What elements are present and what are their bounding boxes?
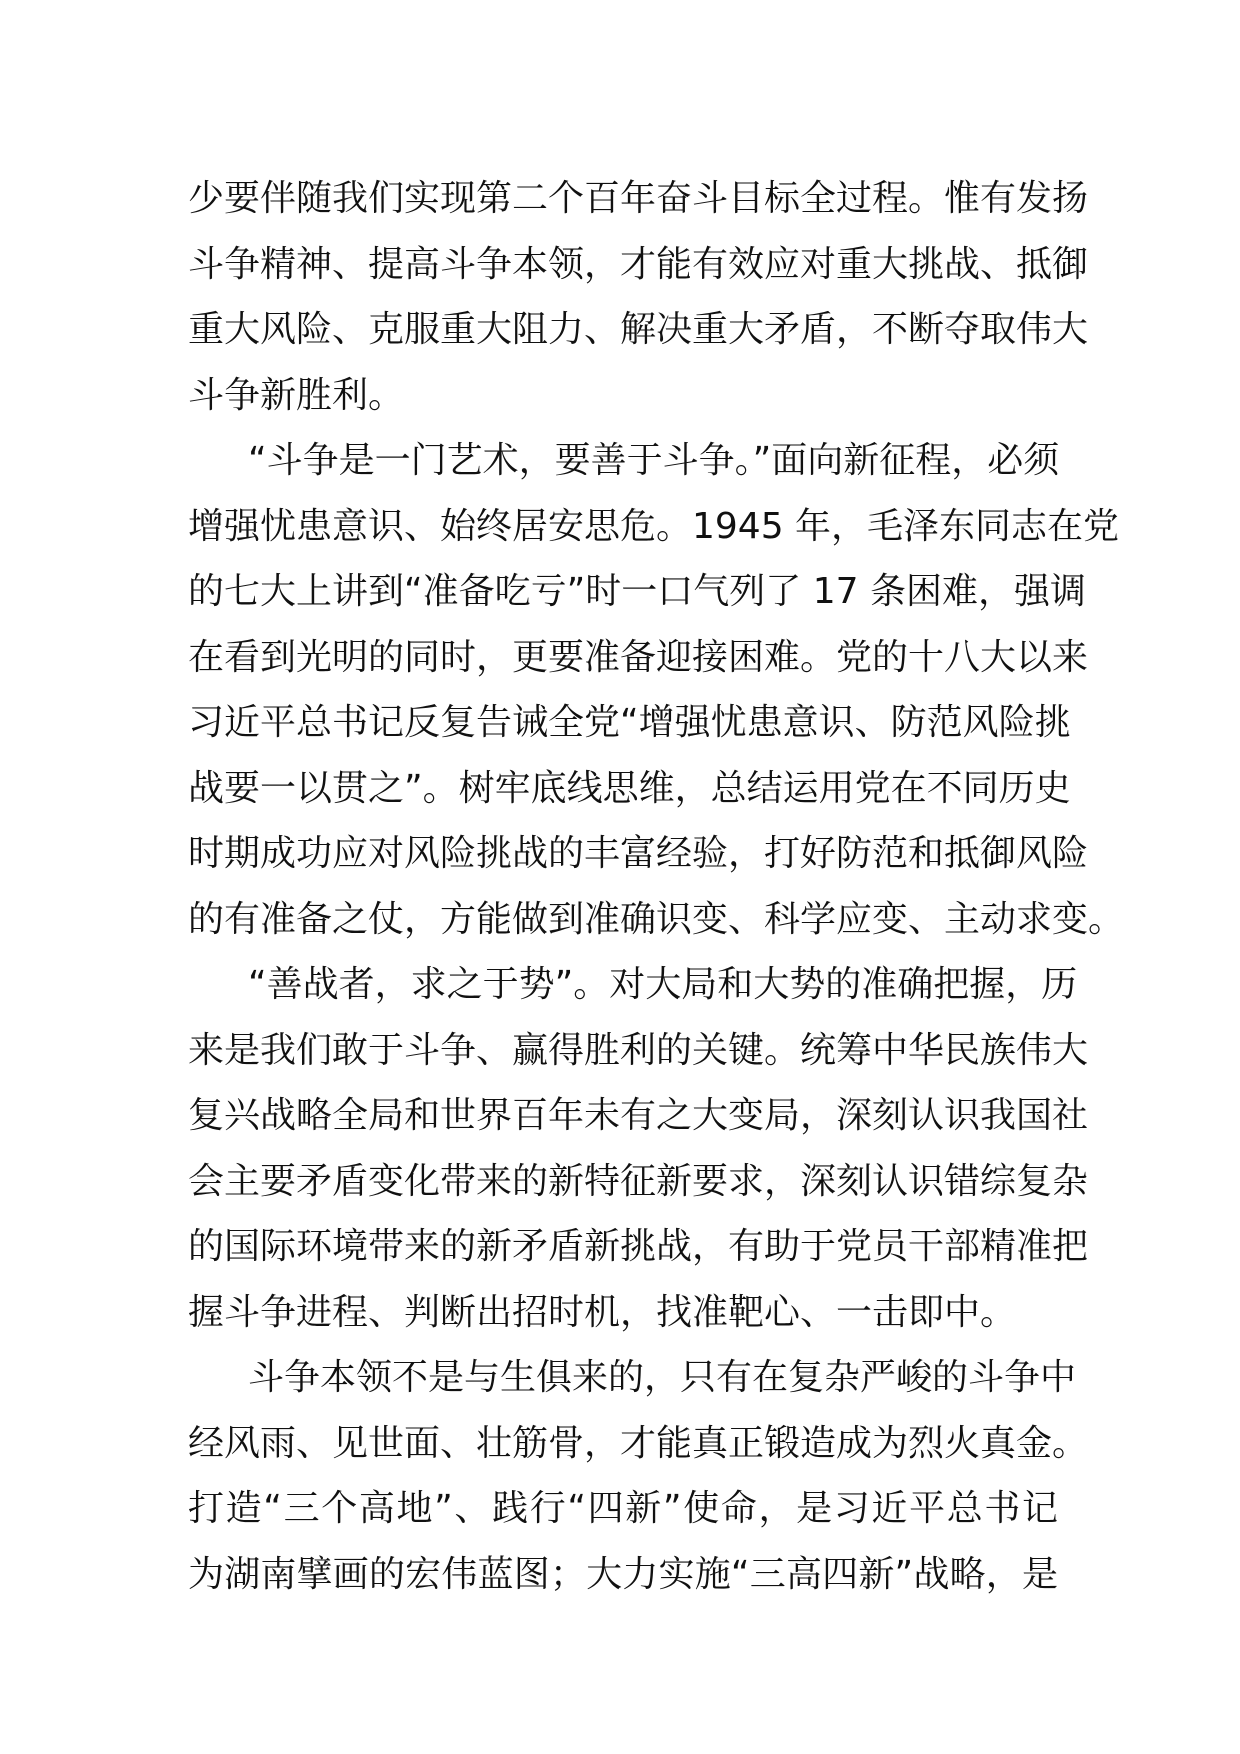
text-line: 经风雨、见世面、壮筋骨，才能真正锻造成为烈火真金。: [188, 1422, 1089, 1464]
text-line: 少要伴随我们实现第二个百年奋斗目标全过程。惟有发扬: [188, 178, 1089, 219]
text-line: 的七大上讲到“准备吃亏”时一口气列了 17 条困难，强调: [188, 571, 1086, 612]
text-line: 习近平总书记反复告诫全党“增强忧患意识、防范风险挑: [188, 702, 1071, 743]
text-line: 复兴战略全局和世界百年未有之大变局，深刻认识我国社: [188, 1095, 1089, 1136]
paragraph-4: [188, 1345, 1089, 1607]
text-line: “善战者，求之于势”。对大局和大势的准确把握，历: [248, 964, 1078, 1005]
document-page: [188, 166, 1125, 1607]
text-line: 的国际环境带来的新矛盾新挑战，有助于党员干部精准把: [188, 1226, 1089, 1267]
text-line: 时期成功应对风险挑战的丰富经验，打好防范和抵御风险: [188, 833, 1089, 874]
text-line: 斗争新胜利。: [188, 374, 405, 416]
text-line: 握斗争进程、判断出招时机，找准靶心、一击即中。: [188, 1291, 1017, 1333]
text-line: 的有准备之仗，方能做到准确识变、科学应变、主动求变。: [188, 898, 1125, 940]
text-line: “斗争是一门艺术，要善于斗争。”面向新征程，必须: [248, 440, 1060, 481]
text-line: 战要一以贯之”。树牢底线思维，总结运用党在不同历史: [188, 767, 1071, 809]
text-line: 为湖南擘画的宏伟蓝图；大力实施“三高四新”战略，是: [188, 1553, 1058, 1595]
paragraph-2: [188, 428, 1125, 952]
text-line: 打造“三个高地”、践行“四新”使命，是习近平总书记: [188, 1488, 1058, 1529]
text-line: 在看到光明的同时，更要准备迎接困难。党的十八大以来: [188, 636, 1089, 678]
text-line: 增强忧患意识、始终居安思危。1945 年，毛泽东同志在党: [188, 505, 1120, 547]
paragraph-3: [188, 952, 1089, 1345]
text-line: 重大风险、克服重大阻力、解决重大矛盾，不断夺取伟大: [188, 309, 1089, 350]
text-line: 会主要矛盾变化带来的新特征新要求，深刻认识错综复杂: [188, 1160, 1089, 1202]
text-line: 来是我们敢于斗争、赢得胜利的关键。统筹中华民族伟大: [188, 1029, 1089, 1071]
text-line: 斗争精神、提高斗争本领，才能有效应对重大挑战、抵御: [188, 243, 1089, 285]
paragraph-1: [188, 166, 1089, 428]
text-line: 斗争本领不是与生俱来的，只有在复杂严峻的斗争中: [248, 1357, 1077, 1398]
